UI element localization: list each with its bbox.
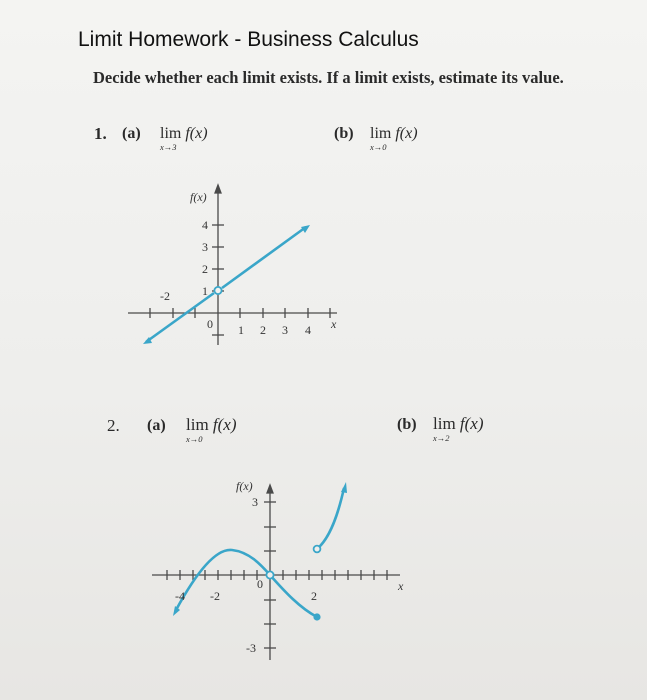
page-title: Limit Homework - Business Calculus bbox=[78, 28, 419, 51]
lim-text: lim bbox=[160, 125, 182, 142]
curve-arrow bbox=[173, 606, 180, 616]
problem-1b-label: (b) bbox=[334, 125, 354, 142]
lim-text: lim bbox=[433, 414, 456, 433]
x-tick-label: 4 bbox=[305, 323, 311, 337]
y-tick-label: 4 bbox=[202, 218, 208, 232]
x-tick-label: 2 bbox=[311, 589, 317, 603]
x-tick-label: 2 bbox=[260, 323, 266, 337]
open-circle-point bbox=[266, 571, 273, 578]
problem-2-number: 2. bbox=[107, 416, 120, 435]
limit-subscript: x→0 bbox=[370, 142, 387, 152]
x-tick-label: 0 bbox=[257, 577, 263, 591]
y-tick-label: 2 bbox=[202, 262, 208, 276]
curve-left bbox=[176, 550, 270, 610]
x-tick-label: 1 bbox=[238, 323, 244, 337]
graph-1-x-label: x bbox=[331, 317, 337, 331]
problem-1-number: 1. bbox=[94, 124, 107, 143]
x-tick-label: 3 bbox=[282, 323, 288, 337]
lim-text: lim bbox=[186, 415, 209, 434]
curve-arrow bbox=[341, 482, 347, 493]
limit-expression: f(x) bbox=[459, 414, 484, 433]
problem-2a-label: (a) bbox=[147, 417, 166, 434]
open-circle-point bbox=[314, 546, 321, 553]
y-tick-label: 3 bbox=[252, 495, 258, 509]
curve-right bbox=[317, 488, 344, 549]
limit-expression: f(x) bbox=[212, 415, 237, 434]
instructions: Decide whether each limit exists. If a limit exists, estimate its value. bbox=[93, 68, 564, 87]
y-tick-label: 3 bbox=[202, 240, 208, 254]
limit-expression: f(x) bbox=[185, 125, 208, 142]
x-tick-label: -4 bbox=[175, 589, 185, 603]
x-tick-label: -2 bbox=[160, 289, 170, 303]
curve-middle bbox=[270, 575, 317, 617]
graph-2-x-label: x bbox=[398, 579, 404, 593]
problem-1a-label: (a) bbox=[122, 125, 141, 142]
x-tick-label: -2 bbox=[210, 589, 220, 603]
graph-2-y-label: f(x) bbox=[236, 479, 253, 493]
limit-subscript: x→0 bbox=[186, 434, 203, 444]
graph-1-y-label: f(x) bbox=[190, 190, 207, 204]
limit-expression: f(x) bbox=[395, 125, 418, 142]
y-tick-label: -3 bbox=[246, 641, 256, 655]
limit-subscript: x→3 bbox=[160, 142, 177, 152]
y-axis-arrow bbox=[267, 485, 273, 493]
problem-2b-label: (b) bbox=[397, 416, 417, 433]
limit-subscript: x→2 bbox=[433, 433, 450, 443]
graph-2-axes bbox=[152, 485, 400, 660]
closed-circle-point bbox=[313, 613, 320, 620]
y-tick-label: 1 bbox=[202, 284, 208, 298]
lim-text: lim bbox=[370, 125, 392, 142]
x-tick-label: 0 bbox=[207, 317, 213, 331]
